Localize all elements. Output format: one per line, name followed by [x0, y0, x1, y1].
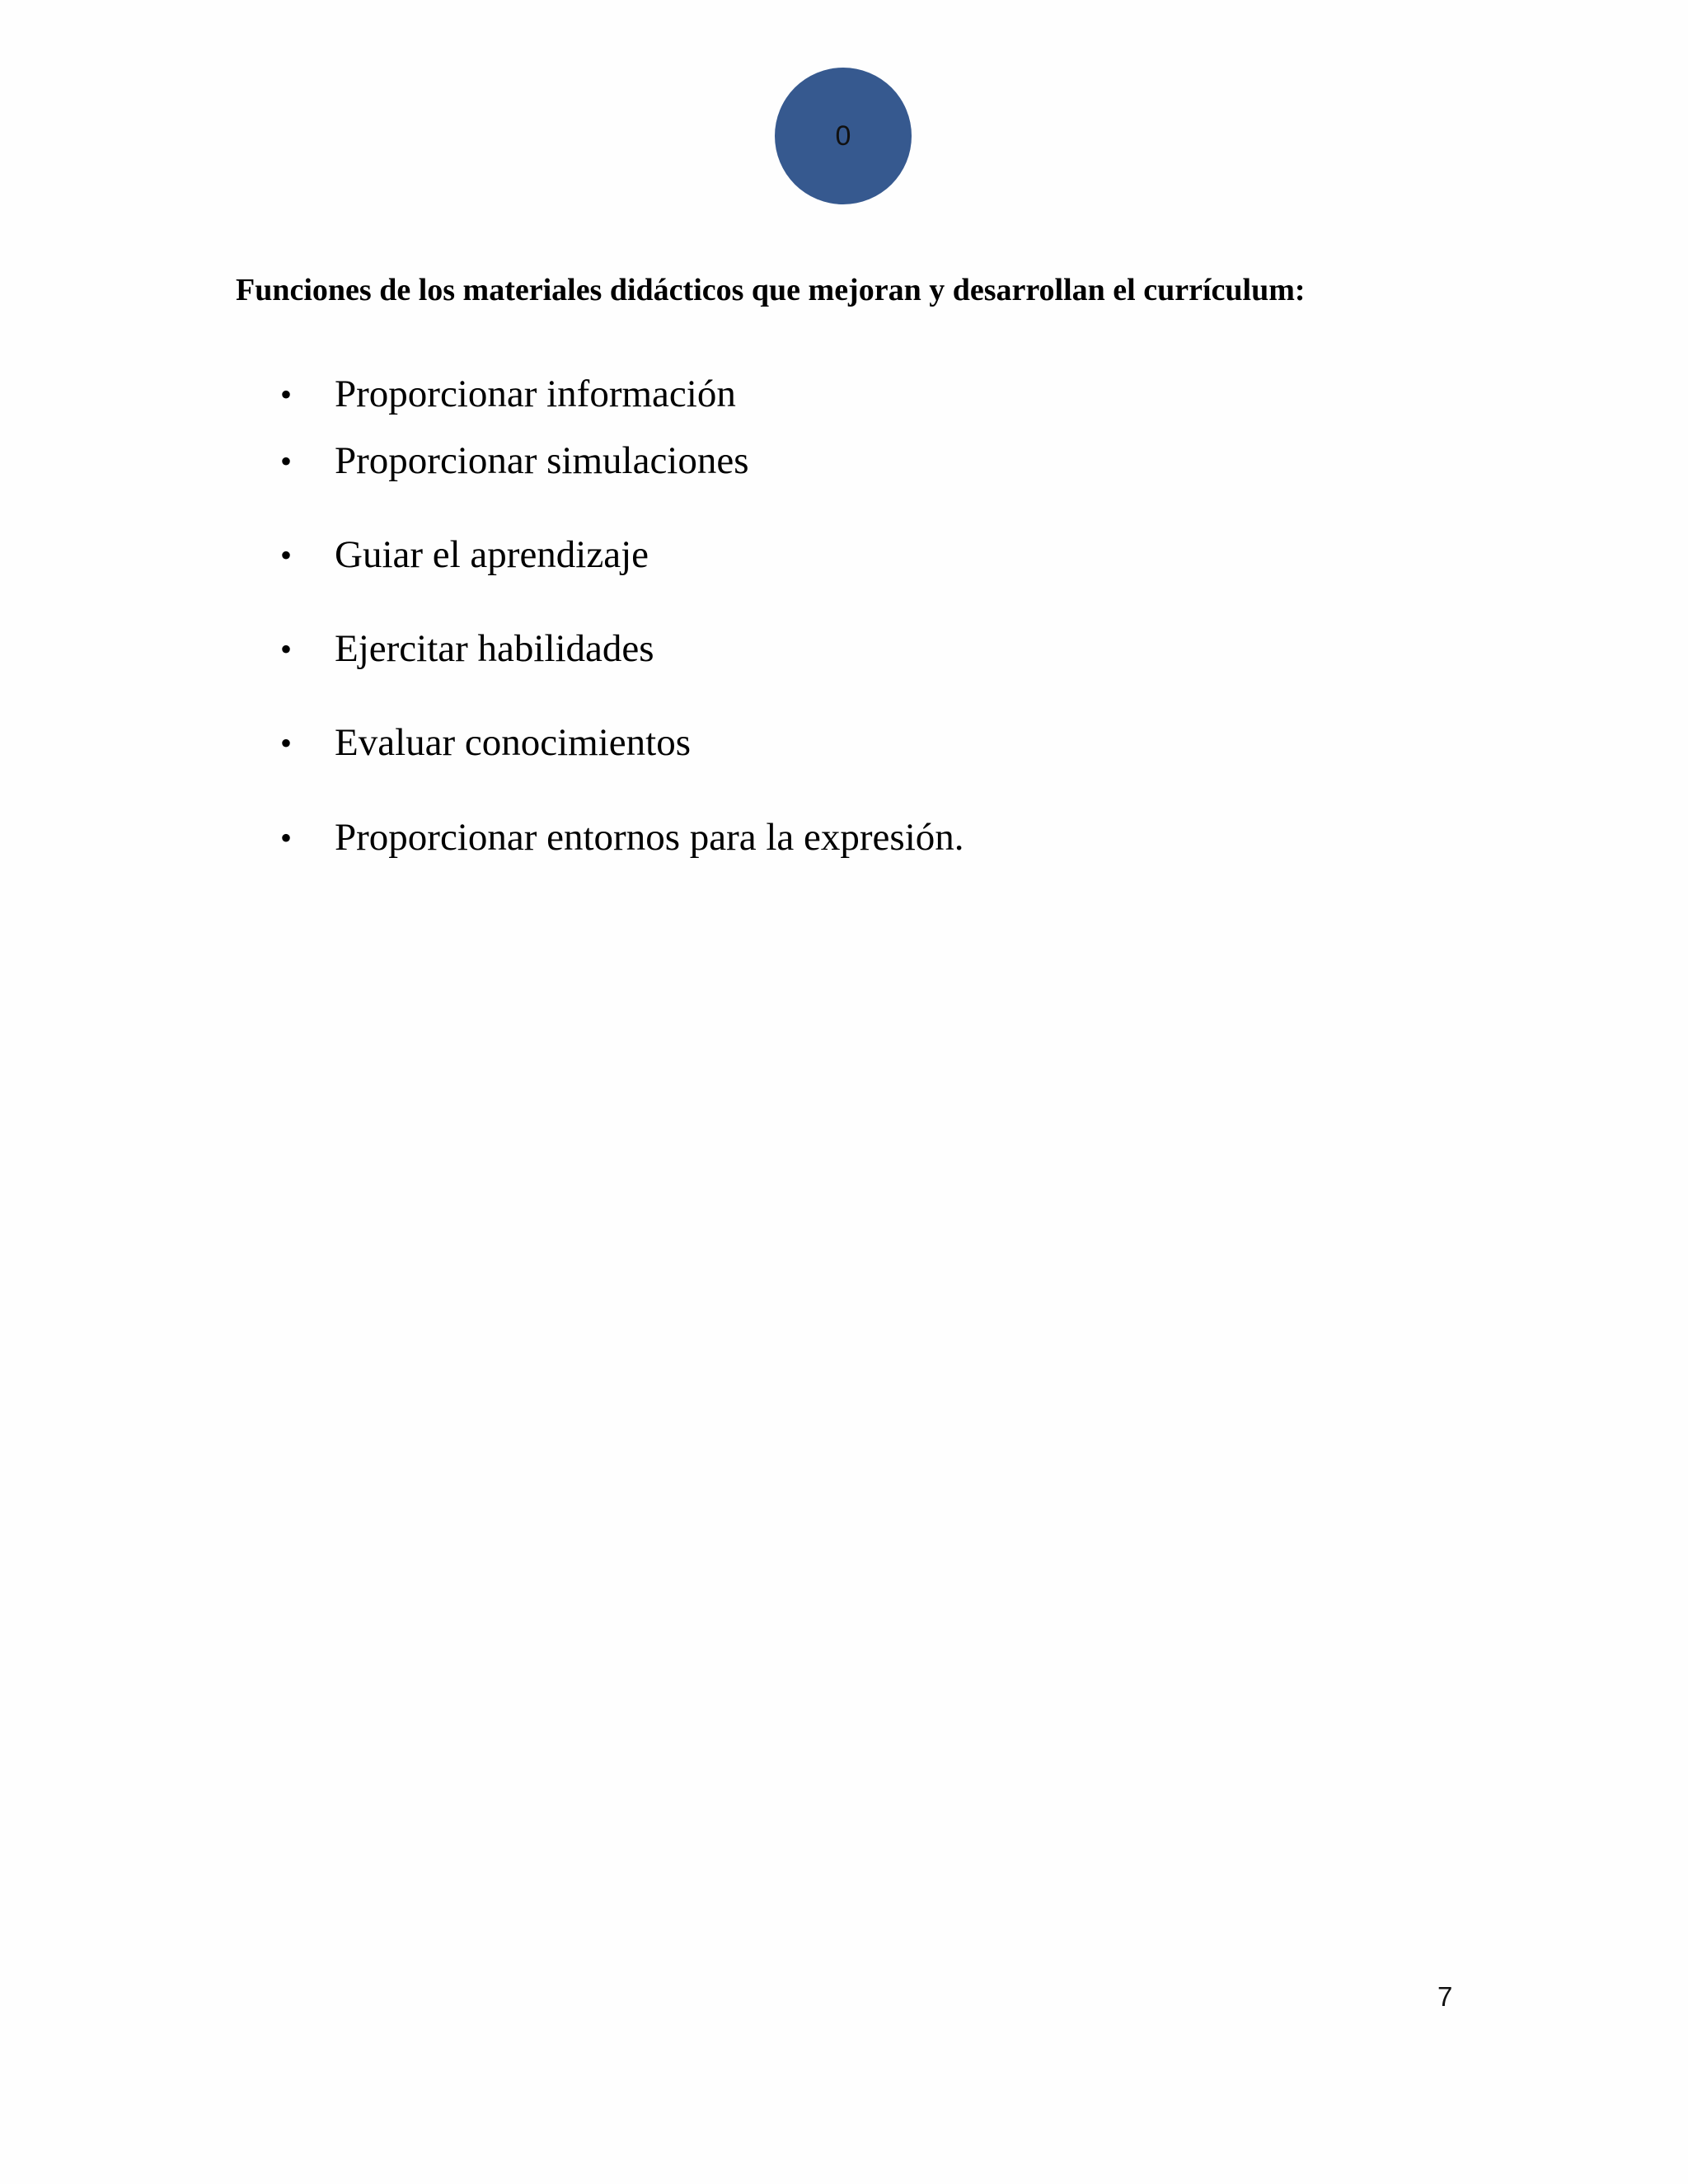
page-number: 7: [1437, 1981, 1453, 2012]
bullet-icon: •: [280, 630, 293, 668]
list-item: [280, 627, 654, 670]
bullet-icon: •: [280, 536, 293, 574]
list-item-text: Proporcionar simulaciones: [335, 439, 749, 482]
list-item-text: Guiar el aprendizaje: [335, 533, 649, 576]
circle-badge: [775, 68, 912, 204]
section-heading: Funciones de los materiales didácticos que mejoran y desarrollan el currículum:: [236, 273, 1306, 307]
bullet-icon: •: [280, 818, 293, 856]
list-item-text: Ejercitar habilidades: [335, 627, 654, 670]
bullet-icon: •: [280, 724, 293, 762]
circle-badge-label: 0: [835, 120, 851, 152]
list-item-text: Evaluar conocimientos: [335, 721, 691, 764]
list-item-text: Proporcionar entornos para la expresión.: [335, 816, 964, 859]
list-item: [280, 818, 964, 857]
list-item-text: Proporcionar información: [335, 373, 736, 415]
list-item: [280, 375, 736, 414]
list-item: [280, 533, 649, 576]
bullet-icon: •: [280, 442, 293, 480]
list-item: [280, 721, 691, 764]
list-item: [280, 439, 749, 482]
bullet-icon: •: [280, 375, 293, 413]
